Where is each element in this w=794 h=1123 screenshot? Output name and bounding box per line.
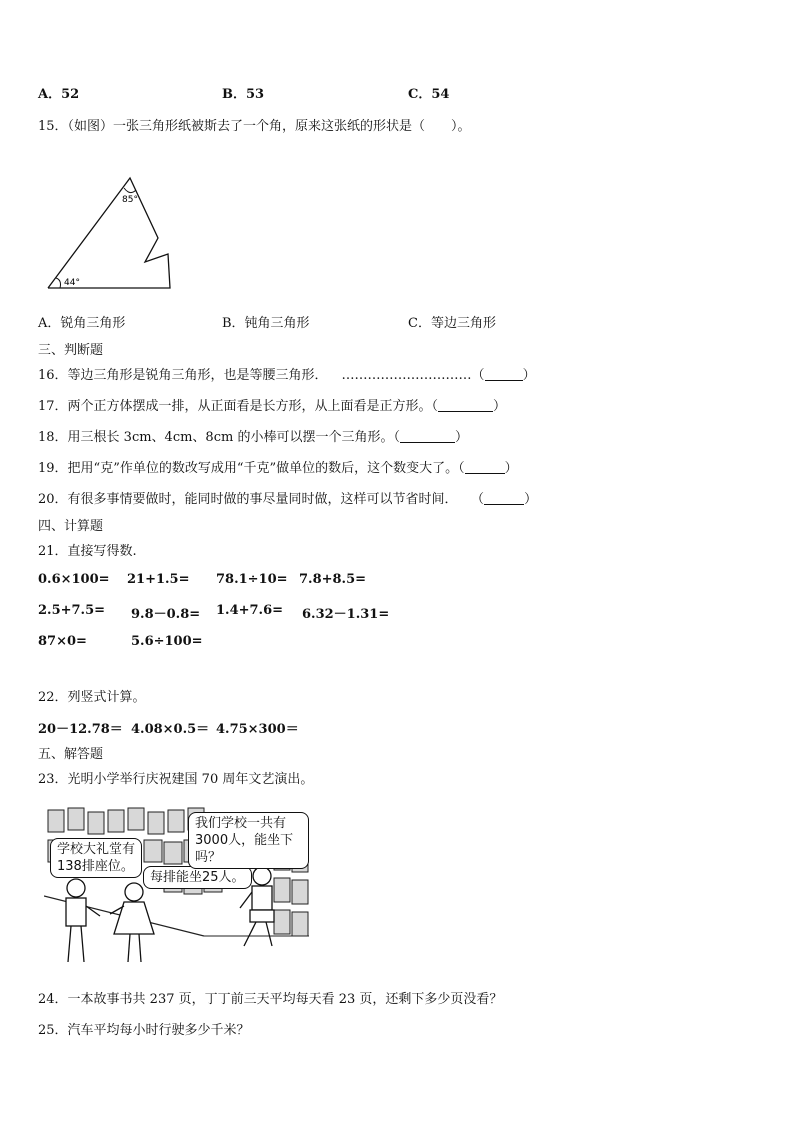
calc-item: 1.4+7.6= bbox=[216, 603, 284, 618]
q14-option-c: C．54 bbox=[408, 87, 450, 102]
q22-question: 22．列竖式计算。 bbox=[38, 690, 146, 705]
section-4-heading: 四、计算题 bbox=[38, 519, 104, 534]
q16: 16．等边三角形是锐角三角形，也是等腰三角形． …………………………（ ） bbox=[38, 368, 536, 383]
calc-item: 78.1÷10= bbox=[216, 572, 288, 587]
calc-item: 9.8－0.8= bbox=[131, 607, 201, 622]
speech-bubble-girl: 每排能坐25人。 bbox=[143, 866, 252, 889]
speech-bubble-right-girl: 我们学校一共有 3000人，能坐下吗？ bbox=[188, 812, 309, 869]
calc-item: 2.5+7.5= bbox=[38, 603, 106, 618]
q25-question: 25．汽车平均每小时行驶多少千米？ bbox=[38, 1023, 250, 1038]
q17: 17．两个正方体摆成一排，从正面看是长方形，从上面看是正方形。（ ） bbox=[38, 399, 507, 414]
calc-item: 0.6×100= bbox=[38, 572, 110, 587]
q18: 18．用三根长 3cm、4cm、8cm 的小棒可以摆一个三角形。（ ） bbox=[38, 430, 468, 445]
q16-answer-blank[interactable] bbox=[485, 368, 523, 381]
calc-item: 87×0= bbox=[38, 634, 87, 649]
q19: 19．把用“克”作单位的数改写成用“千克”做单位的数后，这个数变大了。（ ） bbox=[38, 461, 518, 476]
q16-text: 16．等边三角形是锐角三角形，也是等腰三角形． bbox=[38, 368, 328, 383]
torn-triangle-figure bbox=[40, 170, 180, 295]
calc-item: 21+1.5= bbox=[127, 572, 190, 587]
q18-text: 18．用三根长 3cm、4cm、8cm 的小棒可以摆一个三角形。（ bbox=[38, 430, 400, 445]
q18-answer-blank[interactable] bbox=[400, 430, 455, 443]
vertical-calc-item: 4.75×300＝ bbox=[216, 722, 299, 737]
q20: 20．有很多事情要做时，能同时做的事尽量同时做，这样可以节省时间． （ ） bbox=[38, 492, 538, 507]
calc-item: 7.8+8.5= bbox=[299, 572, 367, 587]
q19-text: 19．把用“克”作单位的数改写成用“千克”做单位的数后，这个数变大了。（ bbox=[38, 461, 465, 476]
q24-question: 24．一本故事书共 237 页，丁丁前三天平均每天看 23 页，还剩下多少页没看？ bbox=[38, 992, 503, 1007]
calc-item: 5.6÷100= bbox=[131, 634, 203, 649]
q21-question: 21．直接写得数. bbox=[38, 544, 137, 559]
section-5-heading: 五、解答题 bbox=[38, 747, 104, 762]
angle-top-label: 85° bbox=[122, 195, 138, 205]
q15-question: 15．（如图）一张三角形纸被斯去了一个角，原来这张纸的形状是（ ）。 bbox=[38, 119, 471, 134]
q15-option-a: A．锐角三角形 bbox=[38, 316, 126, 331]
vertical-calc-item: 20－12.78＝ bbox=[38, 722, 123, 737]
auditorium-illustration bbox=[44, 806, 309, 971]
vertical-calc-item: 4.08×0.5＝ bbox=[131, 722, 210, 737]
q17-answer-blank[interactable] bbox=[438, 399, 493, 412]
section-3-heading: 三、判断题 bbox=[38, 343, 104, 358]
q19-answer-blank[interactable] bbox=[465, 461, 505, 474]
q14-option-b: B．53 bbox=[222, 87, 265, 102]
speech-bubble-boy: 学校大礼堂有 138排座位。 bbox=[50, 838, 142, 878]
calc-item: 6.32－1.31= bbox=[302, 607, 390, 622]
q23-question: 23．光明小学举行庆祝建国 70 周年文艺演出。 bbox=[38, 772, 314, 787]
q17-text: 17．两个正方体摆成一排，从正面看是长方形，从上面看是正方形。（ bbox=[38, 399, 439, 414]
angle-left-label: 44° bbox=[64, 278, 80, 288]
q20-text: 20．有很多事情要做时，能同时做的事尽量同时做，这样可以节省时间． bbox=[38, 492, 458, 507]
q15-option-b: B．钝角三角形 bbox=[222, 316, 310, 331]
q20-answer-blank[interactable] bbox=[484, 492, 524, 505]
q14-option-a: A．52 bbox=[38, 87, 80, 102]
q15-option-c: C．等边三角形 bbox=[408, 316, 496, 331]
q16-dots: ………………………… bbox=[341, 368, 472, 383]
